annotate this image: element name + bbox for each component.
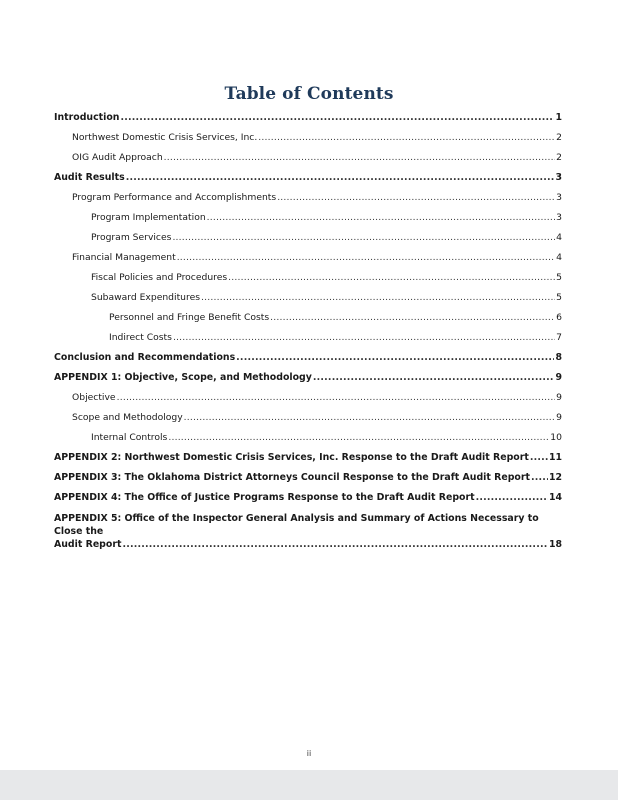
leader-dots <box>164 152 555 164</box>
toc-entry-page: 4 <box>556 232 562 243</box>
leader-dots <box>258 132 555 144</box>
toc-entry[interactable] <box>54 372 562 392</box>
leader-dots <box>201 292 555 304</box>
toc-entry-label: Northwest Domestic Crisis Services, Inc. <box>72 132 258 143</box>
toc-entry-page: 2 <box>556 132 562 143</box>
toc-entry-page: 10 <box>550 432 562 443</box>
toc-entry-label: Conclusion and Recommendations <box>54 352 236 363</box>
toc-entry-label: Subaward Expenditures <box>91 292 201 303</box>
toc-entry[interactable] <box>54 152 562 172</box>
toc-entry-page: 2 <box>556 152 562 163</box>
toc-entry[interactable] <box>54 352 562 372</box>
toc-entry-page: 11 <box>548 452 562 463</box>
toc-entry[interactable] <box>54 332 562 352</box>
toc-entry-label: Program Services <box>91 232 172 243</box>
toc-entry-label: Program Implementation <box>91 212 206 223</box>
toc-entry-label: Scope and Methodology <box>72 412 183 423</box>
toc-entry-page: 3 <box>555 172 562 183</box>
toc-entry-page: 1 <box>555 112 562 123</box>
leader-dots <box>173 332 555 344</box>
toc-entry[interactable] <box>54 232 562 252</box>
toc-entry-label: APPENDIX 5: Office of the Inspector General Analysis and Summary of Actions Necessary to Close the <box>54 513 539 537</box>
toc-entry-page: 3 <box>556 212 562 223</box>
toc-entry-page: 6 <box>556 312 562 323</box>
toc-entry[interactable] <box>54 512 562 550</box>
toc-entry[interactable] <box>54 452 562 472</box>
leader-dots <box>270 312 555 324</box>
toc-entry-page: 5 <box>556 292 562 303</box>
leader-dots <box>531 472 548 484</box>
toc-entry-page: 9 <box>556 412 562 423</box>
toc-entry-label: Financial Management <box>72 252 176 263</box>
toc-entry[interactable] <box>54 272 562 292</box>
toc-entry-label: APPENDIX 4: The Office of Justice Programs Response to the Draft Audit Report <box>54 492 475 503</box>
leader-dots <box>184 412 556 424</box>
leader-dots <box>120 112 554 124</box>
toc-entry-label-continued: Audit Report <box>54 539 122 550</box>
page-number: ii <box>306 749 312 758</box>
toc-entry-label: Audit Results <box>54 172 125 183</box>
leader-dots <box>172 232 555 244</box>
toc-entry[interactable] <box>54 412 562 432</box>
toc-entry[interactable] <box>54 112 562 132</box>
toc-entry-page: 14 <box>548 492 562 503</box>
leader-dots <box>126 172 555 184</box>
toc-entry[interactable] <box>54 392 562 412</box>
toc-entry[interactable] <box>54 312 562 332</box>
toc-entry-label: Indirect Costs <box>109 332 172 343</box>
toc-entry-label: APPENDIX 3: The Oklahoma District Attorneys Council Response to the Draft Audit Report <box>54 472 530 483</box>
toc-entry-label: APPENDIX 1: Objective, Scope, and Methodology <box>54 372 312 383</box>
toc-entry-label: Program Performance and Accomplishments <box>72 192 277 203</box>
toc-entry-label: Objective <box>72 392 116 403</box>
leader-dots <box>228 272 555 284</box>
toc-entry-page: 4 <box>556 252 562 263</box>
toc-entry[interactable] <box>54 172 562 192</box>
toc-entry-label: Introduction <box>54 112 120 123</box>
toc-entry-label: Internal Controls <box>91 432 168 443</box>
toc-entry-label: OIG Audit Approach <box>72 152 163 163</box>
toc-entry[interactable] <box>54 492 562 512</box>
viewer-bottom-bar <box>0 770 618 800</box>
toc-entry[interactable] <box>54 252 562 272</box>
toc-entry[interactable] <box>54 432 562 452</box>
toc-entry-page: 18 <box>548 539 562 550</box>
leader-dots <box>117 392 556 404</box>
leader-dots <box>177 252 555 264</box>
toc-entry-page: 8 <box>555 352 562 363</box>
leader-dots <box>277 192 555 204</box>
toc-entry-page: 5 <box>556 272 562 283</box>
leader-dots <box>313 372 555 384</box>
toc-entry[interactable] <box>54 132 562 152</box>
leader-dots <box>168 432 549 444</box>
toc-entry[interactable] <box>54 212 562 232</box>
leader-dots <box>476 492 548 504</box>
page-title: Table of Contents <box>224 84 394 104</box>
toc-entry[interactable] <box>54 472 562 492</box>
toc-entry-page: 9 <box>555 372 562 383</box>
toc-entry-page: 3 <box>556 192 562 203</box>
leader-dots <box>236 352 554 364</box>
leader-dots <box>122 538 548 551</box>
toc-entry-label: Personnel and Fringe Benefit Costs <box>109 312 270 323</box>
leader-dots <box>207 212 556 224</box>
toc-entry-label: APPENDIX 2: Northwest Domestic Crisis Services, Inc. Response to the Draft Audit Report <box>54 452 529 463</box>
toc-entry-page: 9 <box>556 392 562 403</box>
toc-entry[interactable] <box>54 292 562 312</box>
leader-dots <box>530 452 548 464</box>
table-of-contents <box>54 112 562 550</box>
toc-entry-page: 7 <box>556 332 562 343</box>
toc-entry[interactable] <box>54 192 562 212</box>
toc-entry-page: 12 <box>548 472 562 483</box>
toc-entry-label: Fiscal Policies and Procedures <box>91 272 228 283</box>
